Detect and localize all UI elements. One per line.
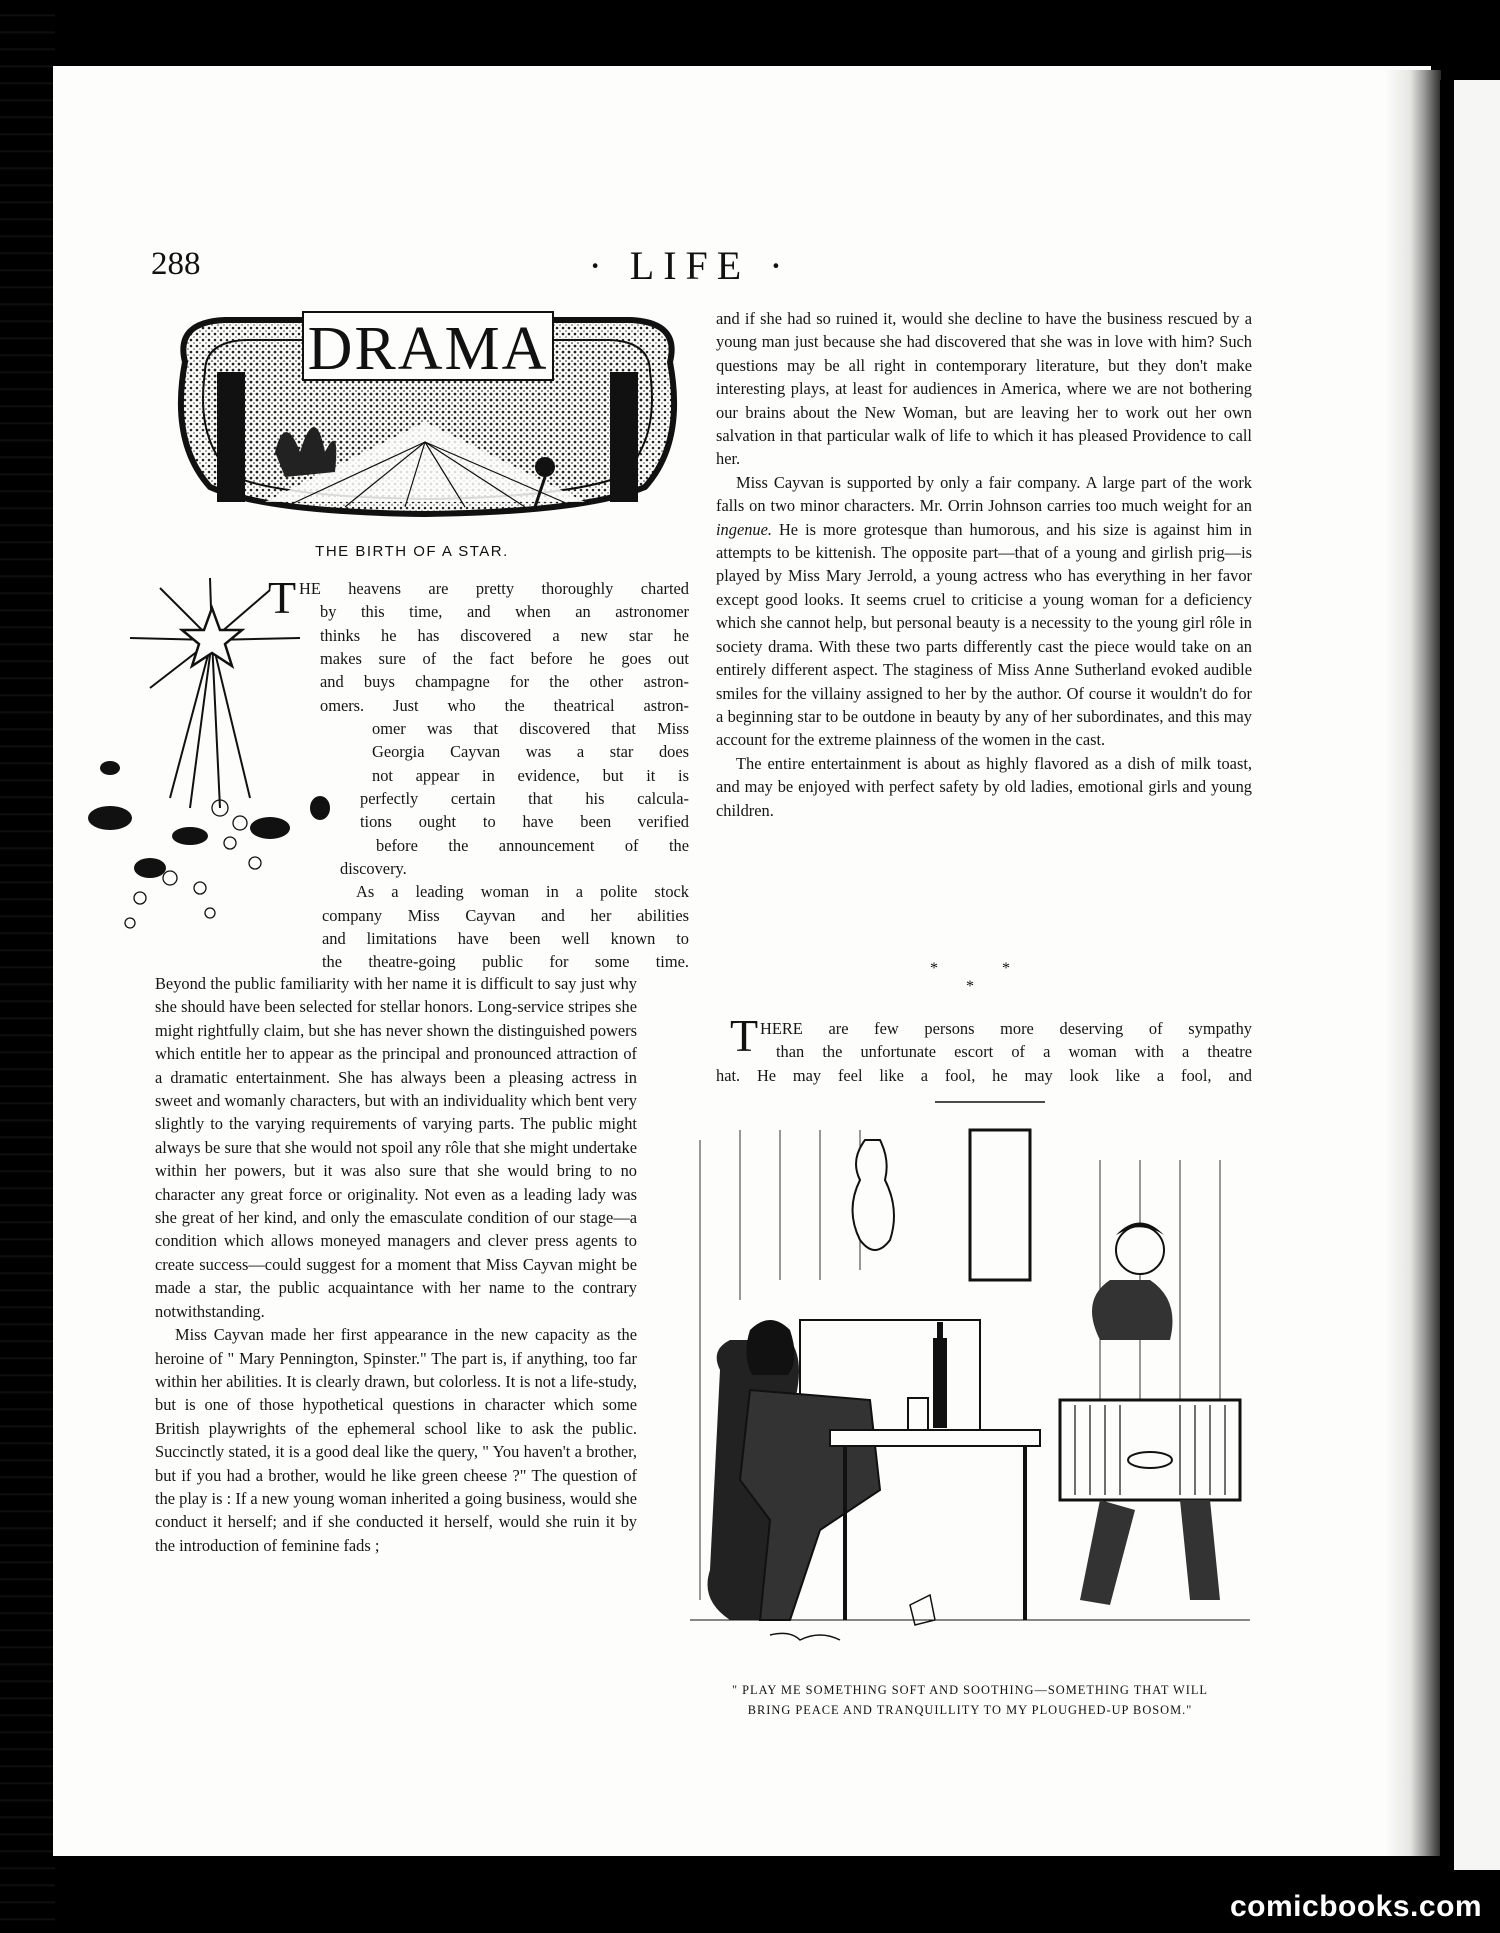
drama-banner-title: DRAMA [307,315,549,383]
intro-line: by this time, and when an astronomer [320,602,689,621]
drama-banner-illustration [165,302,690,534]
paragraph: and if she had so ruined it, would she decline to have the business rescued by a young man just because she had discovered that she was in love with him? Such questions may be all right in contemporary literature, but they don't make interesting plays, at least for audiences in America, where we are not bothering our brains about the New Woman, but are leaving her to work out her own salvation in that particular walk of life to which it has pleased Providence to call her. [716,309,1252,469]
article2-line: hat. He may feel like a fool, he may look like a fool, and [716,1066,1252,1085]
intro-line: makes sure of the fact before he goes out [320,649,689,668]
paragraph-text: Miss Cayvan is supported by only a fair company. A large part of the work falls on two minor characters. Mr. Orrin Johnson carries too much weight for an [716,472,1252,516]
cartoon-illustration [680,1100,1260,1670]
intro-line: As a leading woman in a polite stock [356,882,689,901]
caption-line: " PLAY ME SOMETHING SOFT AND SOOTHING—SOMETHING THAT WILL [731,1683,1208,1697]
section-separator: * * * [930,960,1040,995]
page-number: 288 [151,246,201,282]
star-and-hats-illustration [70,578,330,938]
masthead-title: · LIFE · [588,243,792,288]
italic-term: ingenue. [716,519,772,539]
intro-line: HE heavens are pretty thoroughly charted [299,579,689,598]
intro-line: omers. Just who the theatrical astron- [320,696,689,715]
intro-line: not appear in evidence, but it is [372,766,689,785]
article2-line: HERE are few persons more deserving of sympathy [760,1019,1252,1038]
intro-line: discovery. [340,859,407,878]
right-column [716,307,1252,822]
paragraph [716,471,1252,752]
left-column [155,972,637,1557]
intro-line: tions ought to have been verified [360,812,689,831]
article2-line: than the unfortunate escort of a woman with a theatre [776,1042,1252,1061]
intro-line: the theatre-going public for some time. [322,952,689,971]
source-watermark: comicbooks.com [1230,1890,1483,1923]
paragraph-text: He is more grotesque than humorous, and his size is against him in attempts to be kittenish. The opposite part—that of a young and girlish prig—is played by Miss Mary Jerrold, a young actress who has everything in her favor except good looks. It seems cruel to criticise a young woman for a deficiency which she cannot help, but personal beauty is a necessity to the young girl rôle in society drama. With these two parts differently cast the piece would take on an entirely different aspect. The staginess of Miss Anne Sutherland evoked audible smiles for the villainy assigned to her by the author. Of course it wouldn't do for a beginning star to be outdone in beauty by any of her subordinates, and this may account for the extreme plainness of the women in the cast. [716,519,1252,750]
article-subhead: THE BIRTH OF A STAR. [315,543,509,560]
intro-line: and limitations have been well known to [322,929,689,948]
intro-line: and buys champagne for the other astron- [320,672,689,691]
article-dropcap: T [268,572,297,623]
article2-dropcap: T [730,1010,759,1061]
intro-line: thinks he has discovered a new star he [320,626,689,645]
paragraph: The entire entertainment is about as highly flavored as a dish of milk toast, and may be enjoyed with perfect safety by old ladies, emotional girls and young children. [716,753,1252,820]
facing-page-edge [1440,80,1500,1870]
cartoon-caption [680,1680,1260,1720]
paragraph: Miss Cayvan made her first appearance in the new capacity as the heroine of " Mary Pennington, Spinster." The part is, if anything, too far within her abilities. It is clearly drawn, but colorless. It is not a life-study, but is one of those hypothetical questions in character which some British playwrights of the ephemeral school like to ask the public. Succinctly stated, it is a good deal like the query, " You haven't a brother, but if you had a brother, would he like green cheese ?" The question of the play is : If a new young woman inherited a going business, would she conduct it herself; and if she conducted it herself, would she ruin it by the introduction of feminine fads ; [155,1325,637,1555]
intro-line: before the announcement of the [376,836,689,855]
intro-line: omer was that discovered that Miss [372,719,689,738]
intro-line: company Miss Cayvan and her abilities [322,906,689,925]
caption-line: BRING PEACE AND TRANQUILLITY TO MY PLOUGHED-UP BOSOM." [747,1703,1193,1717]
paragraph: Beyond the public familiarity with her name it is difficult to say just why she should have been selected for stellar honors. Long-service stripes she might rightfully claim, but she has never shown the distinguished powers which entitle her to appear as the principal and pronounced attraction of a dramatic entertainment. She has always been a pleasing actress in sweet and womanly characters, but with an individuality which bent very slightly to the varying requirements of varying parts. The public might always be sure that she would not spoil any rôle that she might undertake within her powers, but it was also sure that she would bring to no character any great force or originality. Not even as a leading lady was she great of her kind, and only the emasculate condition of our stage—a condition which allows moneyed managers and clever press agents to create success—could suggest for a moment that Miss Cayvan might be made a star, the public acquaintance with her name to the contrary notwithstanding. [155,974,637,1321]
page-gutter-shadow [1385,70,1441,1856]
intro-line: Georgia Cayvan was a star does [372,742,689,761]
intro-line: perfectly certain that his calcula- [360,789,689,808]
scan-edge [0,0,55,1933]
